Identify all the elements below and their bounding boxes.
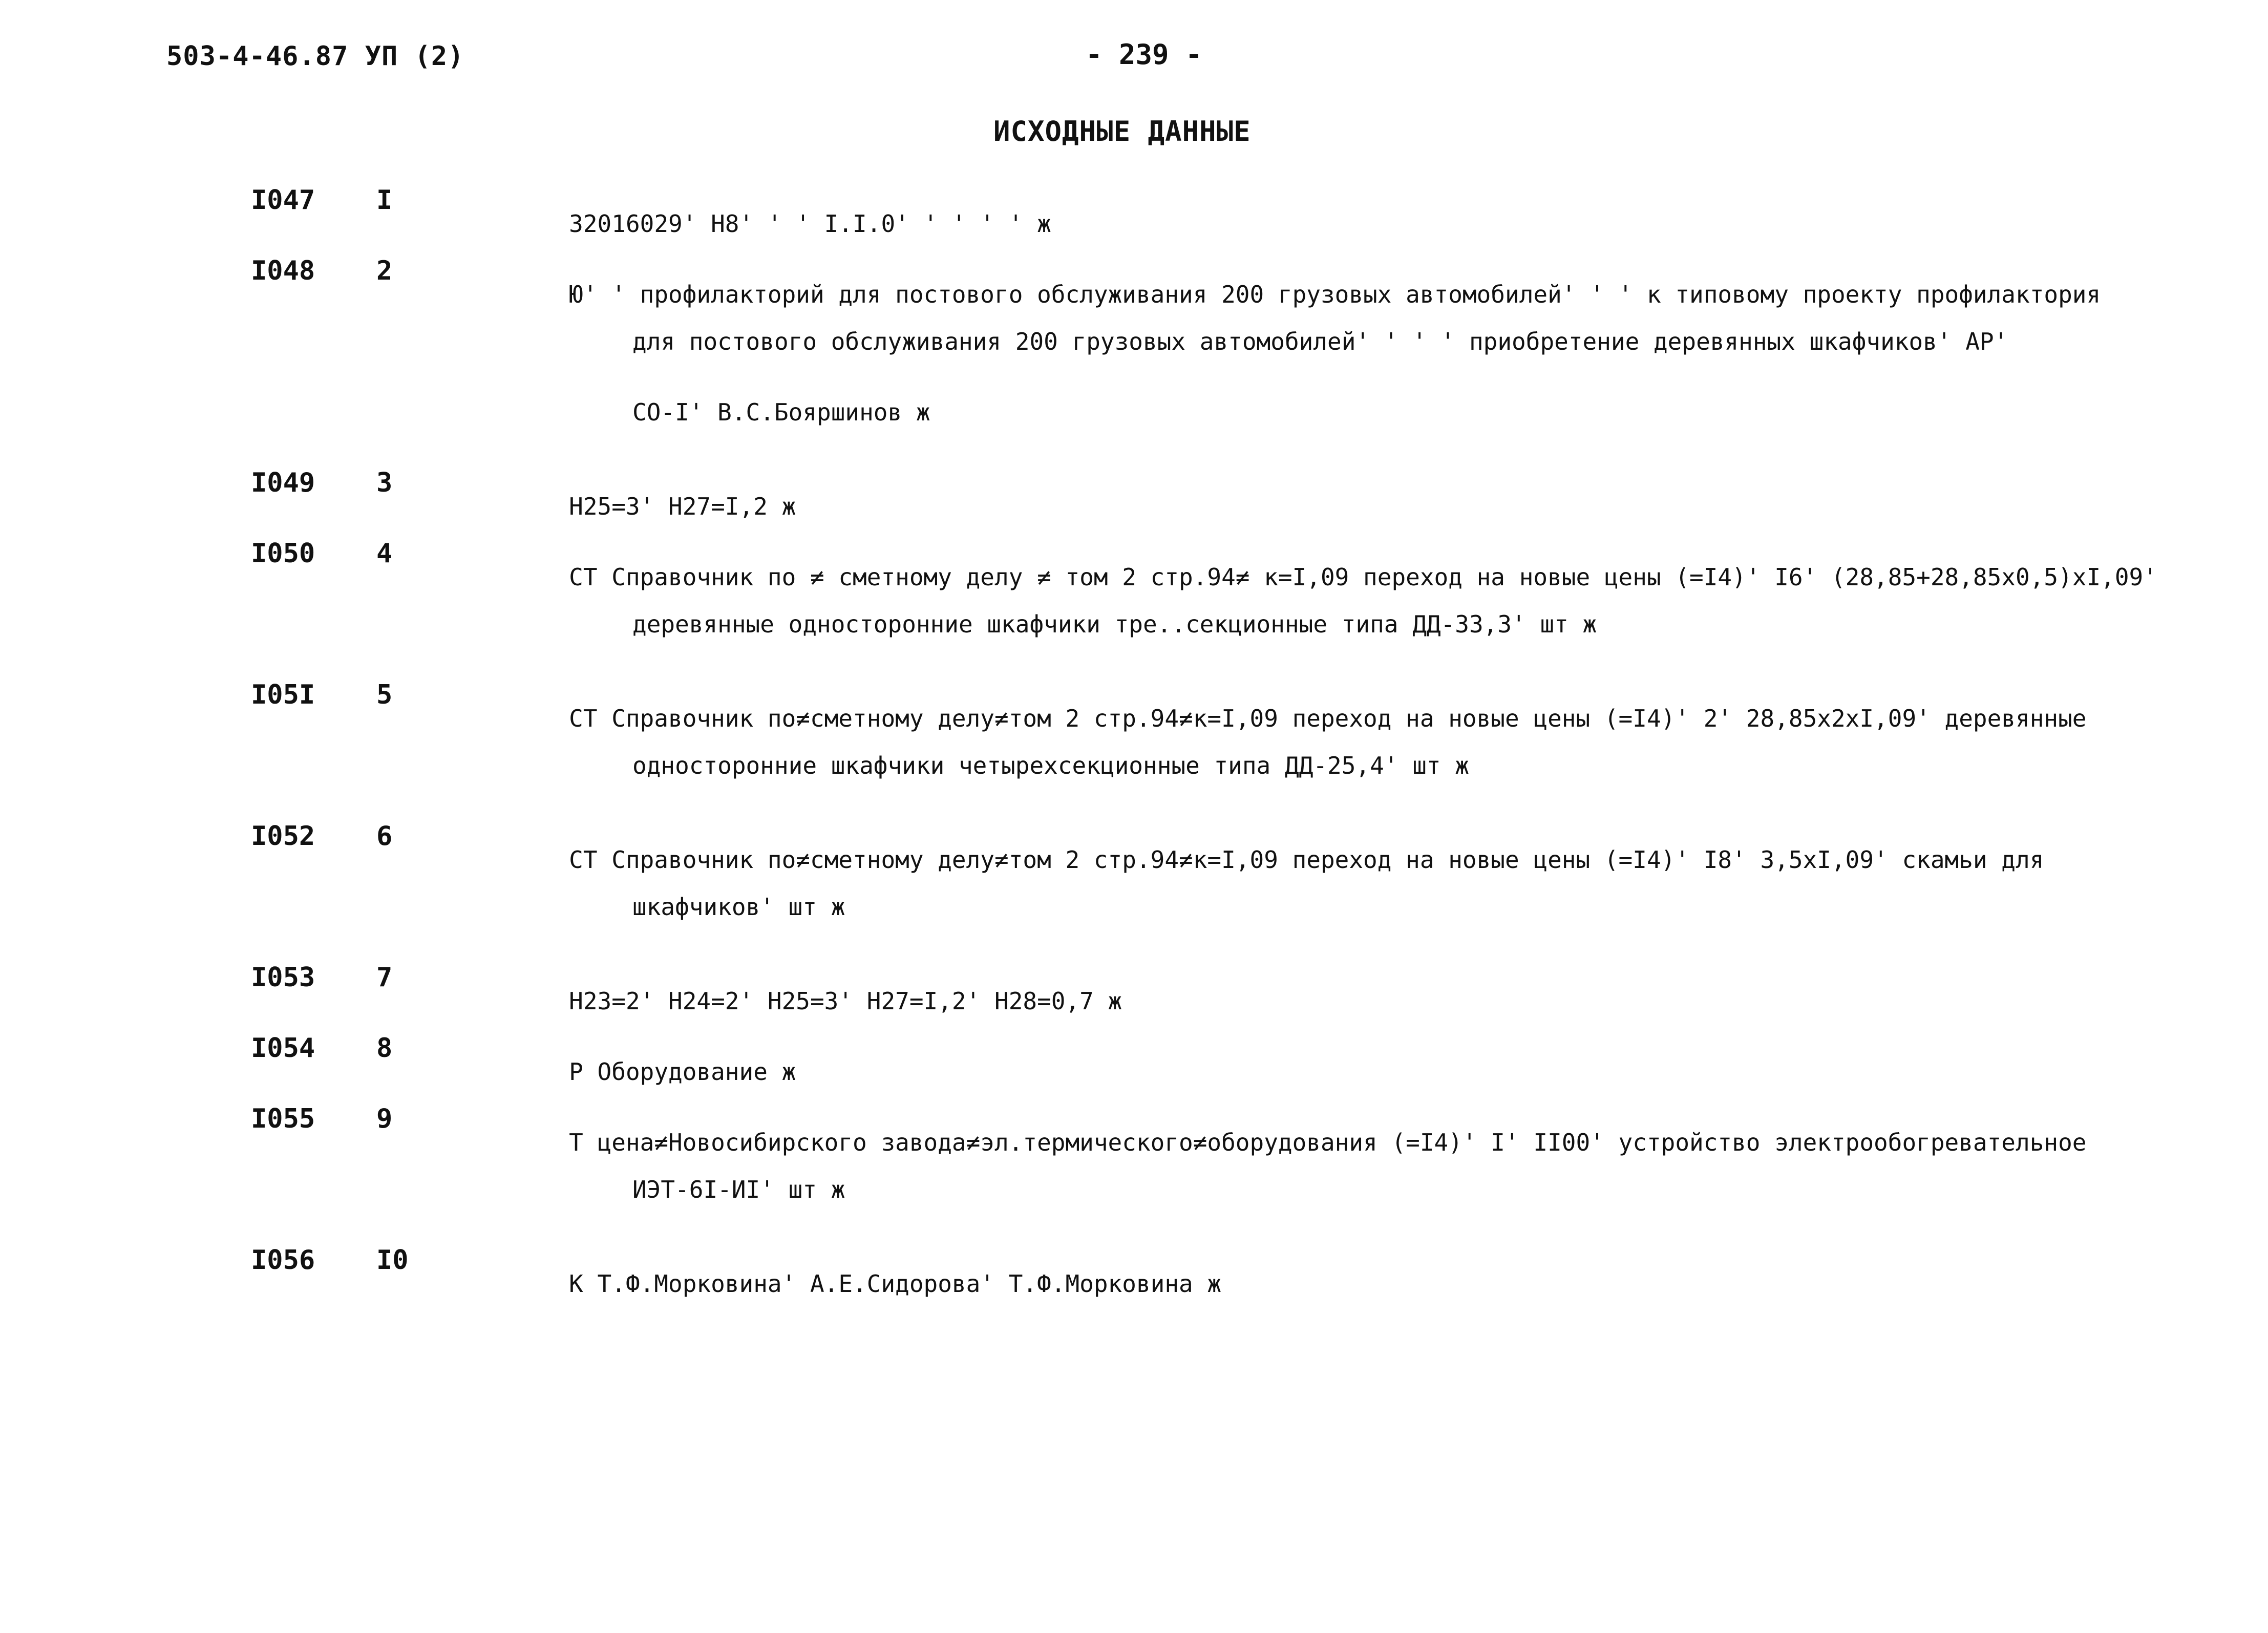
record-line: СТ Справочник по≠сметному делу≠том 2 стр.94≠к=I,09 переход на новые цены (=I4)' I8' 3,5хI,09' скамьи для xyxy=(569,846,2044,874)
record-number: 3 xyxy=(376,468,393,498)
record-line: Т цена≠Новосибирского завода≠эл.термического≠оборудования (=I4)' I' II00' устройство электрообогревательное xyxy=(569,1129,2087,1156)
record-text xyxy=(484,824,2248,966)
record-row xyxy=(251,468,2248,542)
records-list xyxy=(251,185,2248,1319)
record-text xyxy=(484,471,2248,542)
record-id: I050 xyxy=(251,538,315,569)
record-line: К Т.Ф.Морковина' А.Е.Сидорова' Т.Ф.Морковина ж xyxy=(569,1270,1222,1298)
record-text xyxy=(484,188,2248,259)
record-line: ИЭТ-6I-ИI' шт ж xyxy=(632,1176,845,1203)
record-id: I048 xyxy=(251,256,315,286)
record-text xyxy=(484,966,2248,1036)
record-number: 8 xyxy=(376,1033,393,1064)
record-line: деревянные односторонние шкафчики тре..секционные типа ДД-33,3' шт ж xyxy=(632,610,1597,638)
section-title: ИСХОДНЫЕ ДАННЫЕ xyxy=(993,115,1251,147)
record-line: 32016029' Н8' ' ' I.I.0' ' ' ' ' ж xyxy=(569,210,1051,238)
record-row xyxy=(251,962,2248,1036)
page-number: - 239 - xyxy=(1086,38,1202,71)
record-line: Н23=2' Н24=2' Н25=3' Н27=I,2' Н28=0,7 ж xyxy=(569,987,1122,1015)
record-number: I0 xyxy=(376,1245,409,1276)
record-text xyxy=(484,683,2248,824)
record-id: I056 xyxy=(251,1245,315,1276)
record-id: I05I xyxy=(251,680,315,710)
record-number: I xyxy=(376,185,393,216)
record-line: шкафчиков' шт ж xyxy=(632,893,845,921)
record-text xyxy=(484,542,2248,683)
record-id: I049 xyxy=(251,468,315,498)
record-id: I047 xyxy=(251,185,315,216)
record-line: Р Оборудование ж xyxy=(569,1058,796,1086)
record-text xyxy=(484,259,2248,471)
record-line: СО-I' В.С.Бояршинов ж xyxy=(632,398,930,426)
record-row xyxy=(251,680,2248,824)
record-line: СТ Справочник по ≠ сметному делу ≠ том 2 стр.94≠ к=I,09 переход на новые цены (=I4)' I6' (28,85+28,85х0,5)хI,09' xyxy=(569,563,2157,591)
record-row xyxy=(251,1104,2248,1248)
record-number: 4 xyxy=(376,538,393,569)
record-id: I055 xyxy=(251,1104,315,1134)
record-text xyxy=(484,1036,2248,1107)
record-number: 9 xyxy=(376,1104,393,1134)
record-row xyxy=(251,538,2248,683)
record-number: 2 xyxy=(376,256,393,286)
record-line: Ю' ' профилакторий для постового обслуживания 200 грузовых автомобилей' ' ' к типовому проекту профилактория xyxy=(569,281,2101,308)
record-id: I052 xyxy=(251,821,315,852)
record-text xyxy=(484,1248,2248,1319)
record-text xyxy=(484,1107,2248,1248)
record-number: 6 xyxy=(376,821,393,852)
record-row xyxy=(251,256,2248,471)
record-id: I054 xyxy=(251,1033,315,1064)
document-code: 503-4-46.87 УП (2) xyxy=(166,41,464,72)
record-number: 5 xyxy=(376,680,393,710)
record-id: I053 xyxy=(251,962,315,993)
record-line: односторонние шкафчики четырехсекционные типа ДД-25,4' шт ж xyxy=(632,752,1469,779)
record-line: СТ Справочник по≠сметному делу≠том 2 стр.94≠к=I,09 переход на новые цены (=I4)' 2' 28,85х2хI,09' деревянные xyxy=(569,705,2087,732)
record-line: для постового обслуживания 200 грузовых автомобилей' ' ' ' приобретение деревянных шкафчиков' АР' xyxy=(632,328,2008,355)
record-number: 7 xyxy=(376,962,393,993)
record-row xyxy=(251,1245,2248,1319)
record-row xyxy=(251,185,2248,259)
record-row xyxy=(251,821,2248,966)
record-row xyxy=(251,1033,2248,1107)
record-line: Н25=3' Н27=I,2 ж xyxy=(569,493,796,520)
